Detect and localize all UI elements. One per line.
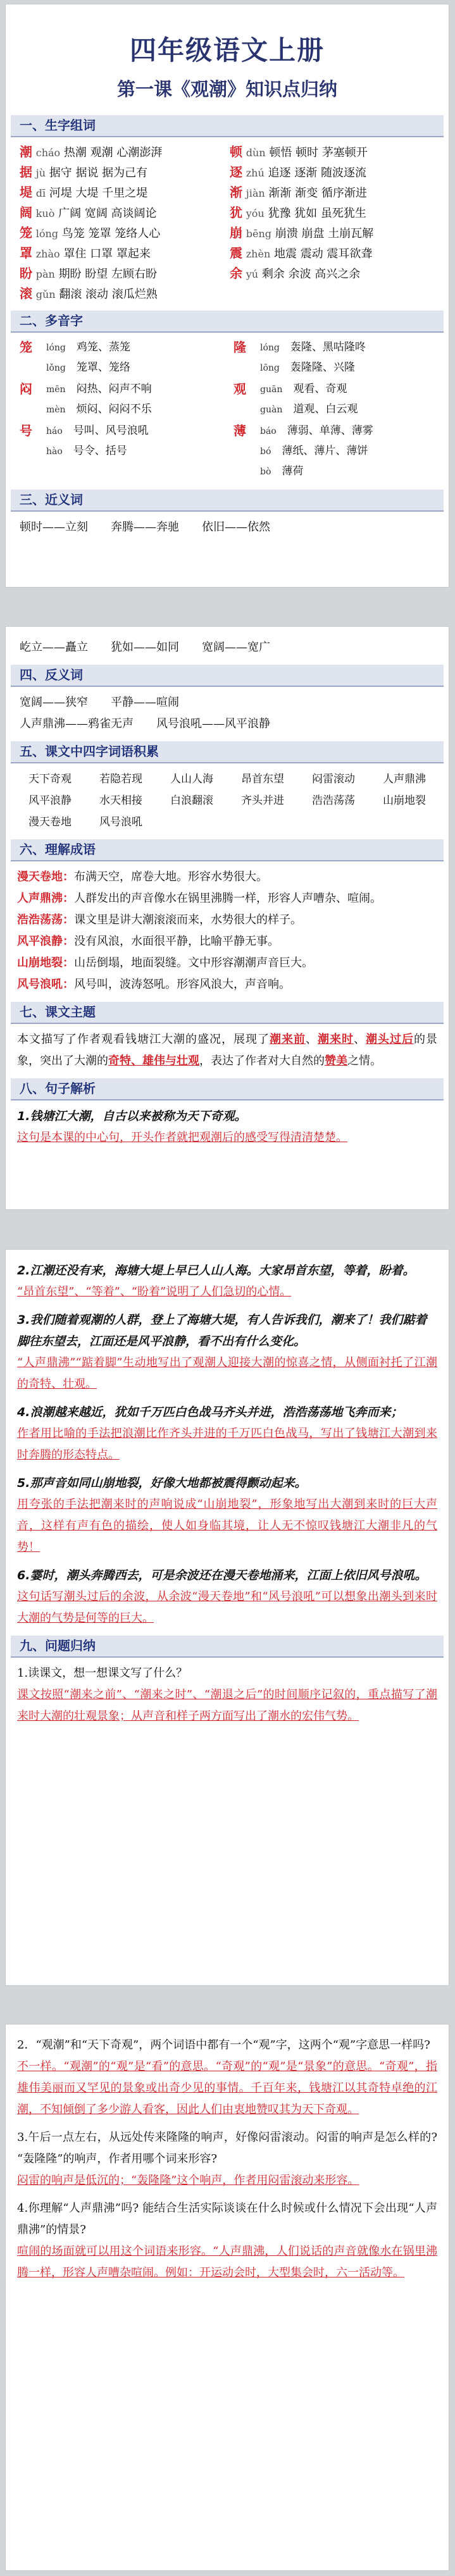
polyphone-pinyin: bò (260, 467, 271, 477)
sentence-2-analysis: “昂首东望”、“等着”、“盼着”说明了人们急切的心情。 (17, 1285, 292, 1298)
char-glyph: 潮 (20, 144, 32, 159)
section-heading-ant: 四、反义词 (11, 665, 444, 687)
char-row (230, 223, 435, 243)
char-words: 据守 据说 据为己有 (49, 166, 148, 180)
definition-item (6, 974, 449, 995)
theme-text: 的景象，突出了大潮的 (17, 1033, 437, 1068)
char-glyph: 堤 (20, 185, 32, 200)
polyphone-readings (260, 338, 435, 378)
polyphone-readings (46, 421, 221, 482)
sentence-2: 2.江潮还没有来，海塘大堤上早已人山人海。大家昂首东望，等着，盼着。 (17, 1264, 415, 1278)
polyphone-pinyin: bó (260, 447, 271, 457)
char-pinyin: zhú (246, 167, 265, 179)
question-3: 3.午后一点左右，从远处传来隆隆的响声，好像闷雷滚动。闷雷的响声是怎么样的? “轰隆隆”的响声，作者用哪个词来形容? (17, 2131, 437, 2166)
sentence-6: 6.霎时，潮头奔腾西去，可是余波还在漫天卷地涌来，江面上依旧风号浪吼。 (17, 1568, 427, 1582)
char-pinyin: jiàn (246, 187, 265, 199)
idiom-item: 风平浪静 (28, 794, 72, 807)
page-subtitle: 第一课《观潮》知识点归纳 (116, 78, 337, 100)
polyphone-words: 闷热、闷声不响 (76, 383, 152, 395)
polyphone-readings (46, 379, 221, 420)
char-glyph: 犹 (230, 205, 242, 220)
sentence-6-analysis: 这句话写潮头过后的余波，从余波“漫天卷地”和“风号浪吼”可以想象出潮头到来时大潮的气势是何等的巨大。 (17, 1590, 437, 1625)
char-row (20, 284, 225, 304)
polyphone-line (260, 400, 435, 420)
char-row (230, 243, 435, 264)
polyphone-char: 闷 (20, 381, 32, 397)
theme-highlight: 赞美 (325, 1054, 347, 1068)
page-title: 四年级语文上册 (129, 35, 325, 66)
definition-term: 人声鼎沸： (17, 892, 74, 905)
sentence-4: 4.浪潮越来越近，犹如千万匹白色战马齐头并进，浩浩荡荡地飞奔而来； (17, 1405, 403, 1419)
sentence-3: 3.我们随着观潮的人群，登上了海塘大堤，有人告诉我们，潮来了！我们踮着脚往东望去，江面还是风平浪静，看不出有什么变化。 (17, 1313, 427, 1348)
sentence-1-analysis: 这句是本课的中心句，开头作者就把观潮后的感受写得清清楚楚。 (17, 1131, 347, 1144)
section-heading-chars: 一、生字组词 (11, 115, 444, 137)
char-pinyin: cháo (35, 147, 61, 159)
card-sentences (5, 1249, 449, 1986)
polyphone-char: 隆 (234, 340, 246, 355)
definition-text: 人群发出的声音像水在锅里沸腾一样，形容人声嘈杂、喧闹。 (74, 892, 382, 905)
polyphone-group (234, 421, 435, 482)
char-pinyin: zhèn (246, 248, 271, 260)
sentence-5-analysis: 用夸张的手法把潮来时的声响说成“山崩地裂”，形象地写出大潮到来时的巨大声音，这样有声有色的描绘，使人如身临其境，让人无不惊叹钱塘江大潮非凡的气势！ (17, 1498, 437, 1554)
question-2: 2．“观潮”和“天下奇观”，两个词语中都有一个“观”字，这两个“观”字意思一样吗? (17, 2038, 430, 2052)
theme-text: 本文描写了作者观看钱塘江大潮的盛况，展现了 (17, 1033, 270, 1046)
char-row (230, 264, 435, 284)
definition-item (6, 931, 449, 952)
polyphone-char: 观 (234, 381, 246, 397)
idiom-item: 人声鼎沸 (383, 773, 426, 786)
section-heading-defs: 六、理解成语 (11, 839, 444, 861)
antonym-line-2: 人声鼎沸——鸦雀无声 风号浪吼——风平浪静 (20, 717, 270, 730)
char-row (20, 203, 225, 223)
theme-text: ，表达了作者对大自然的 (199, 1054, 325, 1068)
idiom-item: 齐头并进 (241, 794, 284, 807)
polyphone-pinyin: lǒng (46, 363, 66, 373)
sentence-5: 5.那声音如同山崩地裂，好像大地都被震得颤动起来。 (17, 1476, 307, 1490)
polyphone-words: 烦闷、闷闷不乐 (76, 403, 152, 416)
char-glyph: 余 (230, 266, 242, 281)
polyphone-pinyin: guān (260, 385, 283, 395)
char-words: 河堤 大堤 千里之堤 (49, 187, 148, 200)
question-4: 4.你理解“人声鼎沸”吗? 能结合生活实际谈谈在什么时候或什么情况下会出现“人声鼎沸”的情景? (17, 2202, 437, 2236)
char-pinyin: zhào (35, 248, 60, 260)
polyphone-line (260, 379, 435, 400)
idiom-item: 天下奇观 (28, 773, 72, 786)
definition-text: 山岳倒塌，地面裂缝。文中形容潮潮声音巨大。 (74, 956, 313, 970)
polyphone-pinyin: lóng (46, 343, 66, 353)
polyphone-words: 薄荷 (282, 465, 304, 478)
char-glyph: 震 (230, 245, 242, 261)
polyphone-line (46, 441, 221, 462)
question-4-answer: 喧闹的场面就可以用这个词语来形容。“人声鼎沸，人们说话的声音就像水在锅里沸腾一样，形容人声嘈杂喧闹。例如：开运动会时，大型集会时，六一活动等。 (17, 2245, 437, 2279)
polyphone-pinyin: mēn (46, 385, 66, 395)
idiom-item: 漫天卷地 (28, 816, 72, 829)
idiom-item: 水天相接 (99, 794, 142, 807)
synonym-line-2: 屹立——矗立 犹如——如同 宽阔——宽广 (20, 641, 270, 654)
definition-text: 布满天空，席卷大地。形容水势很大。 (74, 870, 268, 884)
char-words: 广阔 宽阔 高谈阔论 (58, 207, 157, 220)
polyphone-words: 号叫、风号浪吼 (73, 424, 149, 437)
theme-highlight: 潮头过后 (366, 1033, 414, 1046)
polyphone-line (260, 441, 435, 462)
char-glyph: 据 (20, 164, 32, 180)
char-pinyin: yú (246, 268, 259, 280)
char-pinyin: yóu (246, 207, 265, 219)
char-glyph: 滚 (20, 286, 32, 301)
theme-highlight: 潮来前 (270, 1033, 306, 1046)
card-words (5, 626, 449, 1210)
sentence-4-analysis: 作者用比喻的手法把浪潮比作齐头并进的千万匹白色战马，写出了钱塘江大潮到来时奔腾的形态特点。 (17, 1427, 437, 1462)
polyphone-pinyin: báo (260, 426, 277, 436)
polyphone-char: 薄 (234, 423, 246, 438)
char-glyph: 渐 (230, 185, 242, 200)
definition-term: 漫天卷地： (17, 870, 74, 884)
char-glyph: 阔 (20, 205, 32, 220)
theme-paragraph (6, 1029, 449, 1072)
char-words: 渐渐 渐变 循序渐进 (268, 187, 367, 200)
polyphone-words: 笼罩、笼络 (76, 361, 130, 374)
char-pinyin: jù (35, 167, 46, 179)
char-words: 追逐 逐渐 随波逐流 (268, 166, 366, 180)
polyphone-group (20, 421, 221, 482)
polyphone-pinyin: lóng (260, 343, 280, 353)
char-words: 期盼 盼望 左顾右盼 (58, 268, 158, 281)
polyphone-pinyin: lōng (260, 363, 280, 373)
polyphone-group (234, 379, 435, 420)
polyphone-line (46, 358, 221, 378)
char-words: 热潮 观潮 心潮澎湃 (63, 146, 163, 159)
polyphone-line (260, 421, 435, 441)
char-glyph: 顿 (230, 144, 242, 159)
card-vocabulary (5, 4, 449, 588)
idiom-item: 浩浩荡荡 (312, 794, 355, 807)
polyphone-words: 轰隆隆、兴隆 (290, 361, 355, 374)
synonym-line: 顿时——立刻 奔腾——奔驰 依旧——依然 (20, 521, 270, 534)
polyphone-readings (260, 379, 435, 420)
definition-item (6, 888, 449, 909)
char-glyph: 逐 (230, 164, 242, 180)
definition-text: 课文里是讲大潮滚滚而来，水势很大的样子。 (74, 913, 302, 927)
polyphone-group (20, 338, 221, 378)
char-row (230, 203, 435, 223)
polyphone-pinyin: háo (46, 426, 63, 436)
definition-text: 没有风浪，水面很平静，比喻平静无事。 (74, 935, 279, 948)
polyphone-words: 号令、括号 (73, 445, 127, 457)
char-words: 罩住 口罩 罩起来 (63, 247, 151, 261)
theme-highlight: 潮来时 (318, 1033, 354, 1046)
polyphone-line (260, 338, 435, 358)
theme-text: 之情。 (347, 1054, 382, 1068)
definition-term: 浩浩荡荡： (17, 913, 74, 927)
char-pinyin: lóng (35, 228, 59, 240)
char-pinyin: kuò (35, 207, 55, 219)
sentence-1: 1.钱塘江大潮，自古以来被称为天下奇观。 (17, 1109, 247, 1123)
polyphone-pinyin: hào (46, 447, 63, 457)
char-words: 地震 震动 震耳欲聋 (273, 247, 373, 261)
char-words: 顿悟 顿时 茅塞顿开 (269, 146, 368, 159)
char-row (230, 142, 435, 163)
definition-item (6, 866, 449, 888)
section-heading-theme: 七、课文主题 (11, 1002, 444, 1024)
char-glyph: 盼 (20, 266, 32, 281)
polyphone-pinyin: guàn (260, 405, 283, 415)
polyphone-readings (46, 338, 221, 378)
definition-term: 风平浪静： (17, 935, 74, 948)
char-pinyin: pàn (35, 268, 55, 280)
section-heading-poly: 二、多音字 (11, 311, 444, 333)
char-words: 犹豫 犹如 虽死犹生 (268, 207, 366, 220)
section-heading-sentences: 八、句子解析 (11, 1078, 444, 1100)
idiom-item: 白浪翻滚 (170, 794, 213, 807)
idiom-item: 闷雷滚动 (312, 773, 355, 786)
polyphone-line (46, 421, 221, 441)
char-row (20, 264, 225, 284)
char-row (230, 183, 435, 203)
char-row (20, 223, 225, 243)
theme-highlight: 奇特、雄伟与壮观 (108, 1054, 199, 1068)
theme-text: 、 (354, 1033, 366, 1046)
polyphone-group (234, 338, 435, 378)
char-pinyin: gǔn (35, 288, 56, 300)
polyphone-line (260, 462, 435, 482)
char-row (20, 163, 225, 183)
polyphone-words: 薄纸、薄片、薄饼 (282, 445, 368, 457)
polyphone-line (46, 400, 221, 420)
polyphone-readings (260, 421, 435, 482)
idiom-grid (6, 768, 449, 833)
polyphone-words: 轰隆、黑咕隆咚 (290, 341, 366, 354)
definition-item (6, 909, 449, 931)
polyphone-line (46, 379, 221, 400)
polyphone-words: 薄弱、单薄、薄雾 (287, 424, 373, 437)
idiom-item: 若隐若现 (99, 773, 142, 786)
definition-list (6, 866, 449, 995)
definition-text: 风号叫，波涛怒吼。形容风浪大，声音响。 (74, 978, 290, 991)
question-1-answer: 课文按照“潮来之前”、“潮来之时”、“潮退之后”的时间顺序记叙的，重点描写了潮来时大潮的壮观景象；从声音和样子两方面写出了潮水的宏伟气势。 (17, 1688, 437, 1723)
idiom-item: 昂首东望 (241, 773, 284, 786)
char-pinyin: dī (35, 187, 46, 199)
char-words: 崩溃 崩盘 土崩瓦解 (275, 227, 374, 240)
char-glyph: 罩 (20, 245, 32, 261)
definition-term: 风号浪吼： (17, 978, 74, 991)
idiom-item: 山崩地裂 (383, 794, 426, 807)
section-heading-idioms: 五、课文中四字词语积累 (11, 741, 444, 763)
question-1: 1.读课文，想一想课文写了什么？ (17, 1667, 188, 1680)
char-glyph: 崩 (230, 225, 242, 240)
question-3-answer: 闷雷的响声是低沉的；“轰隆隆”这个响声，作者用闷雷滚动来形容。 (17, 2174, 359, 2187)
polyphone-words: 道观、白云观 (293, 403, 358, 416)
polyphone-char: 笼 (20, 340, 32, 355)
section-heading-syn: 三、近义词 (11, 490, 444, 512)
antonym-line-1: 宽阔——狭窄 平静——喧闹 (20, 696, 179, 709)
char-row (20, 183, 225, 203)
polyphone-words: 观看、奇观 (293, 383, 347, 395)
sentence-3-analysis: “人声鼎沸”“踮着脚”生动地写出了观潮人迎接大潮的惊喜之情，从侧面衬托了江潮的奇特、壮观。 (17, 1356, 437, 1391)
question-2-answer: 不一样。“观潮”的“观”是“看”的意思。“奇观”的“观”是“景象”的意思。“奇观”，指雄伟美丽而又罕见的景象或出奇少见的事情。千百年来，钱塘江以其奇特卓绝的江潮，不知倾倒了多少游人看客，因此人们由衷地赞叹其为天下奇观。 (17, 2060, 437, 2116)
card-questions (5, 2024, 449, 2571)
polyphone-line (46, 338, 221, 358)
char-pinyin: dùn (246, 147, 266, 159)
char-words: 翻滚 滚动 滚瓜烂熟 (59, 288, 158, 301)
char-row (20, 142, 225, 163)
definition-term: 山崩地裂： (17, 956, 74, 970)
char-row (230, 163, 435, 183)
polyphone-words: 鸡笼、蒸笼 (76, 341, 130, 354)
char-row (20, 243, 225, 264)
char-words: 鸟笼 笼罩 笼络人心 (61, 227, 161, 240)
polyphone-pinyin: mèn (46, 405, 66, 415)
char-words: 剩余 余波 高兴之余 (261, 268, 361, 281)
section-heading-questions: 九、问题归纳 (11, 1636, 444, 1658)
polyphone-char: 号 (20, 423, 32, 438)
idiom-item: 风号浪吼 (99, 816, 142, 829)
char-pinyin: bēng (246, 228, 271, 240)
char-grid (6, 142, 449, 304)
theme-text: 、 (306, 1033, 318, 1046)
polyphone-grid (6, 338, 449, 483)
polyphone-group (20, 379, 221, 420)
char-glyph: 笼 (20, 225, 32, 240)
idiom-item: 人山人海 (170, 773, 213, 786)
definition-item (6, 952, 449, 974)
polyphone-line (260, 358, 435, 378)
